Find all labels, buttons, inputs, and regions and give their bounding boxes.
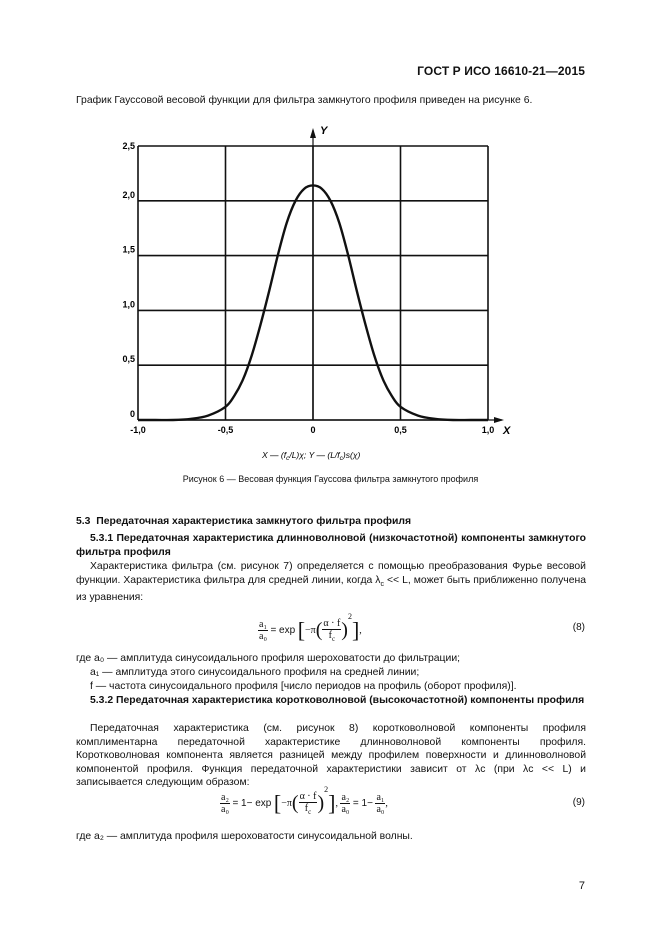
x-tick-label: 0,5 <box>394 425 407 435</box>
where-a1: a₁ — амплитуда этого синусоидального профиля на средней линии; <box>90 667 420 678</box>
y-tick-label: 1,5 <box>122 244 135 255</box>
y-tick-label: 0 <box>129 409 135 419</box>
page-number: 7 <box>578 880 585 892</box>
section-5-3-2-heading: 5.3.2 Передаточная характеристика коротковолновой (высокочастотной) компоненты профиля <box>90 695 585 706</box>
paragraph-5-3-2: Передаточная характеристика (см. рисунок 8) коротковолновой компоненты профиля комплиментарна передаточной характеристике длинноволновой компоненты профиля. Коротковолновая компонента является разницей между профилем поверхности и длинноволновой компонентой профиля. Функция передаточной характеристики зависит от λc (при λc << L) и записывается следующим образом: <box>76 723 586 789</box>
where-a2: где a₂ — амплитуда профиля шероховатости синусоидальной волны. <box>76 831 413 842</box>
where-a0: где a₀ — амплитуда синусоидального профиля шероховатости до фильтрации; <box>76 653 461 664</box>
equation-8: $\frac{\text{a₁}}{\text{a₀}}$ = exp [−π( $\frac{\alpha \cdot f}{f_c}$ )$^2$], <box>259 612 362 644</box>
gaussian-chart <box>110 118 530 463</box>
y-axis-label: Y <box>320 125 328 137</box>
section-5-3-heading: 5.3 Передаточная характеристика замкнутого фильтра профиля <box>76 516 412 527</box>
x-axis-arrow <box>494 417 504 423</box>
equation-9: $\frac{\text{a₂}}{\text{a₀}}$ = 1− exp [−π( $\frac{\alpha \cdot f}{f_c}$ )$^2$], $\frac{\text{a₂}}{\text{a₀}}$ = 1− $\frac{\text{a₁}}{\text{a₀}}$ , <box>221 785 388 817</box>
where-f: f — частота синусоидального профиля [число периодов на профиль (оборот профиля)]. <box>90 681 517 692</box>
x-tick-label: -0,5 <box>217 425 234 435</box>
paragraph-5-3-1: Характеристика фильтра (см. рисунок 7) определяется с помощью преобразования Фурье весовой функции. Характеристика фильтра для средней линии, когда $\lambda_c << L$, может быть приближенно получена из уравнения: <box>76 561 586 604</box>
equation-8-number: (8) <box>572 622 585 633</box>
section-5-3-1-heading: 5.3.1 Передаточная характеристика длинноволновой (низкочастотной) компоненты замкнутого фильтра профиля <box>76 533 586 558</box>
equation-9-number: (9) <box>572 797 585 808</box>
y-axis-arrow <box>310 128 316 138</box>
figure-caption: Рисунок 6 — Весовая функция Гауссова фильтра замкнутого профиля <box>182 474 479 484</box>
x-tick-label: -1,0 <box>130 425 146 435</box>
y-tick-label: 1,0 <box>122 299 135 310</box>
x-tick-label: 1,0 <box>481 425 495 435</box>
y-tick-label: 2,5 <box>122 141 135 151</box>
chart-axes <box>138 128 504 423</box>
intro-text: График Гауссовой весовой функции для фильтра замкнутого профиля приведен на рисунке 6. <box>76 95 533 106</box>
y-tick-label: 0,5 <box>122 354 135 365</box>
x-tick-label: 0 <box>310 425 316 435</box>
document-header: ГОСТ Р ИСО 16610-21—2015 <box>417 64 585 78</box>
x-axis-label: X <box>503 425 511 437</box>
y-tick-label: 2,0 <box>122 189 135 200</box>
axis-formula: X — $(f_c/L)\chi$; Y — $(L/f_c)s(\chi)$ <box>262 450 361 462</box>
